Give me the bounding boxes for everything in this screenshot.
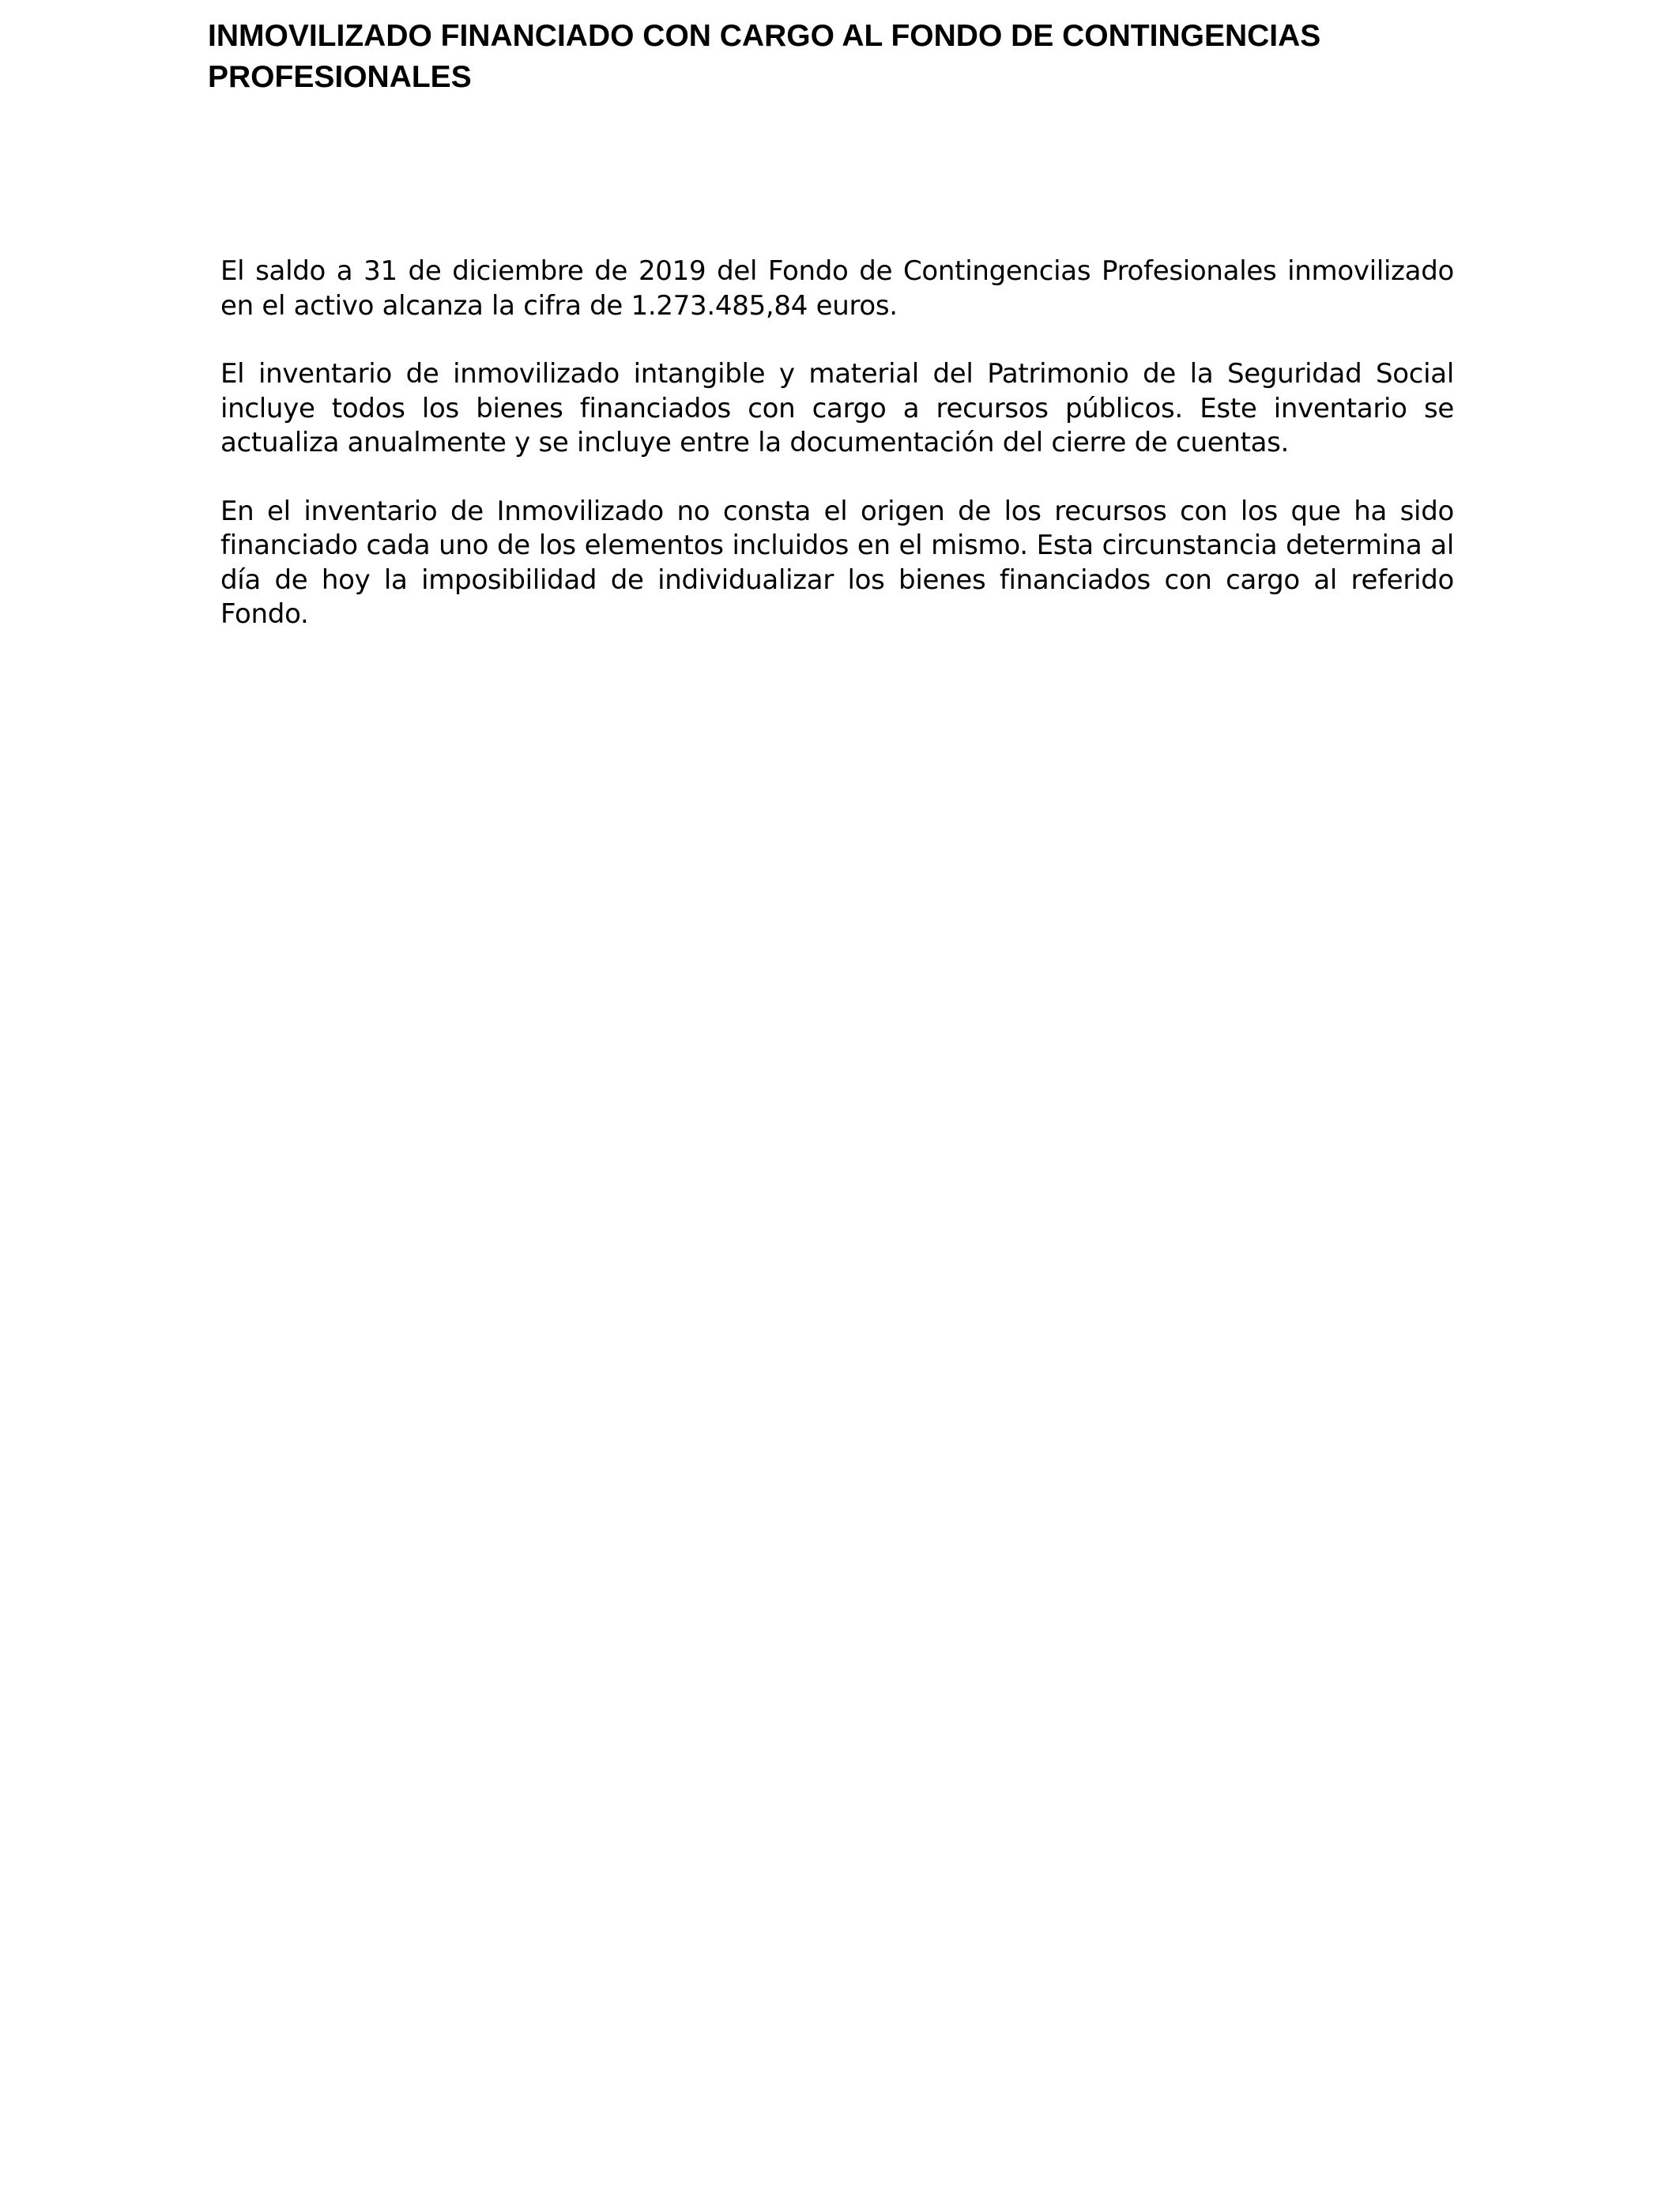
paragraph-inventario: El inventario de inmovilizado intangible y material del Patrimonio de la Seguridad Social incluye todos los bienes financiados con cargo a recursos públicos. Este inventario se actualiza anualmente y se incluye entre la documentación del cierre de cuentas.: [220, 358, 1454, 458]
page-title: INMOVILIZADO FINANCIADO CON CARGO AL FONDO DE CONTINGENCIAS PROFESIONALES: [208, 19, 1321, 94]
paragraph-origen-recursos: En el inventario de Inmovilizado no consta el origen de los recursos con los que ha sido financiado cada uno de los elementos incluidos en el mismo. Esta circunstancia determina al día de hoy la imposibilidad de individualizar los bienes financiados con cargo al referido Fondo.: [220, 495, 1454, 630]
paragraph-saldo: El saldo a 31 de diciembre de 2019 del Fondo de Contingencias Profesionales inmovilizado en el activo alcanza la cifra de 1.273.485,84 euros.: [220, 255, 1454, 322]
document-body: [220, 254, 1454, 666]
